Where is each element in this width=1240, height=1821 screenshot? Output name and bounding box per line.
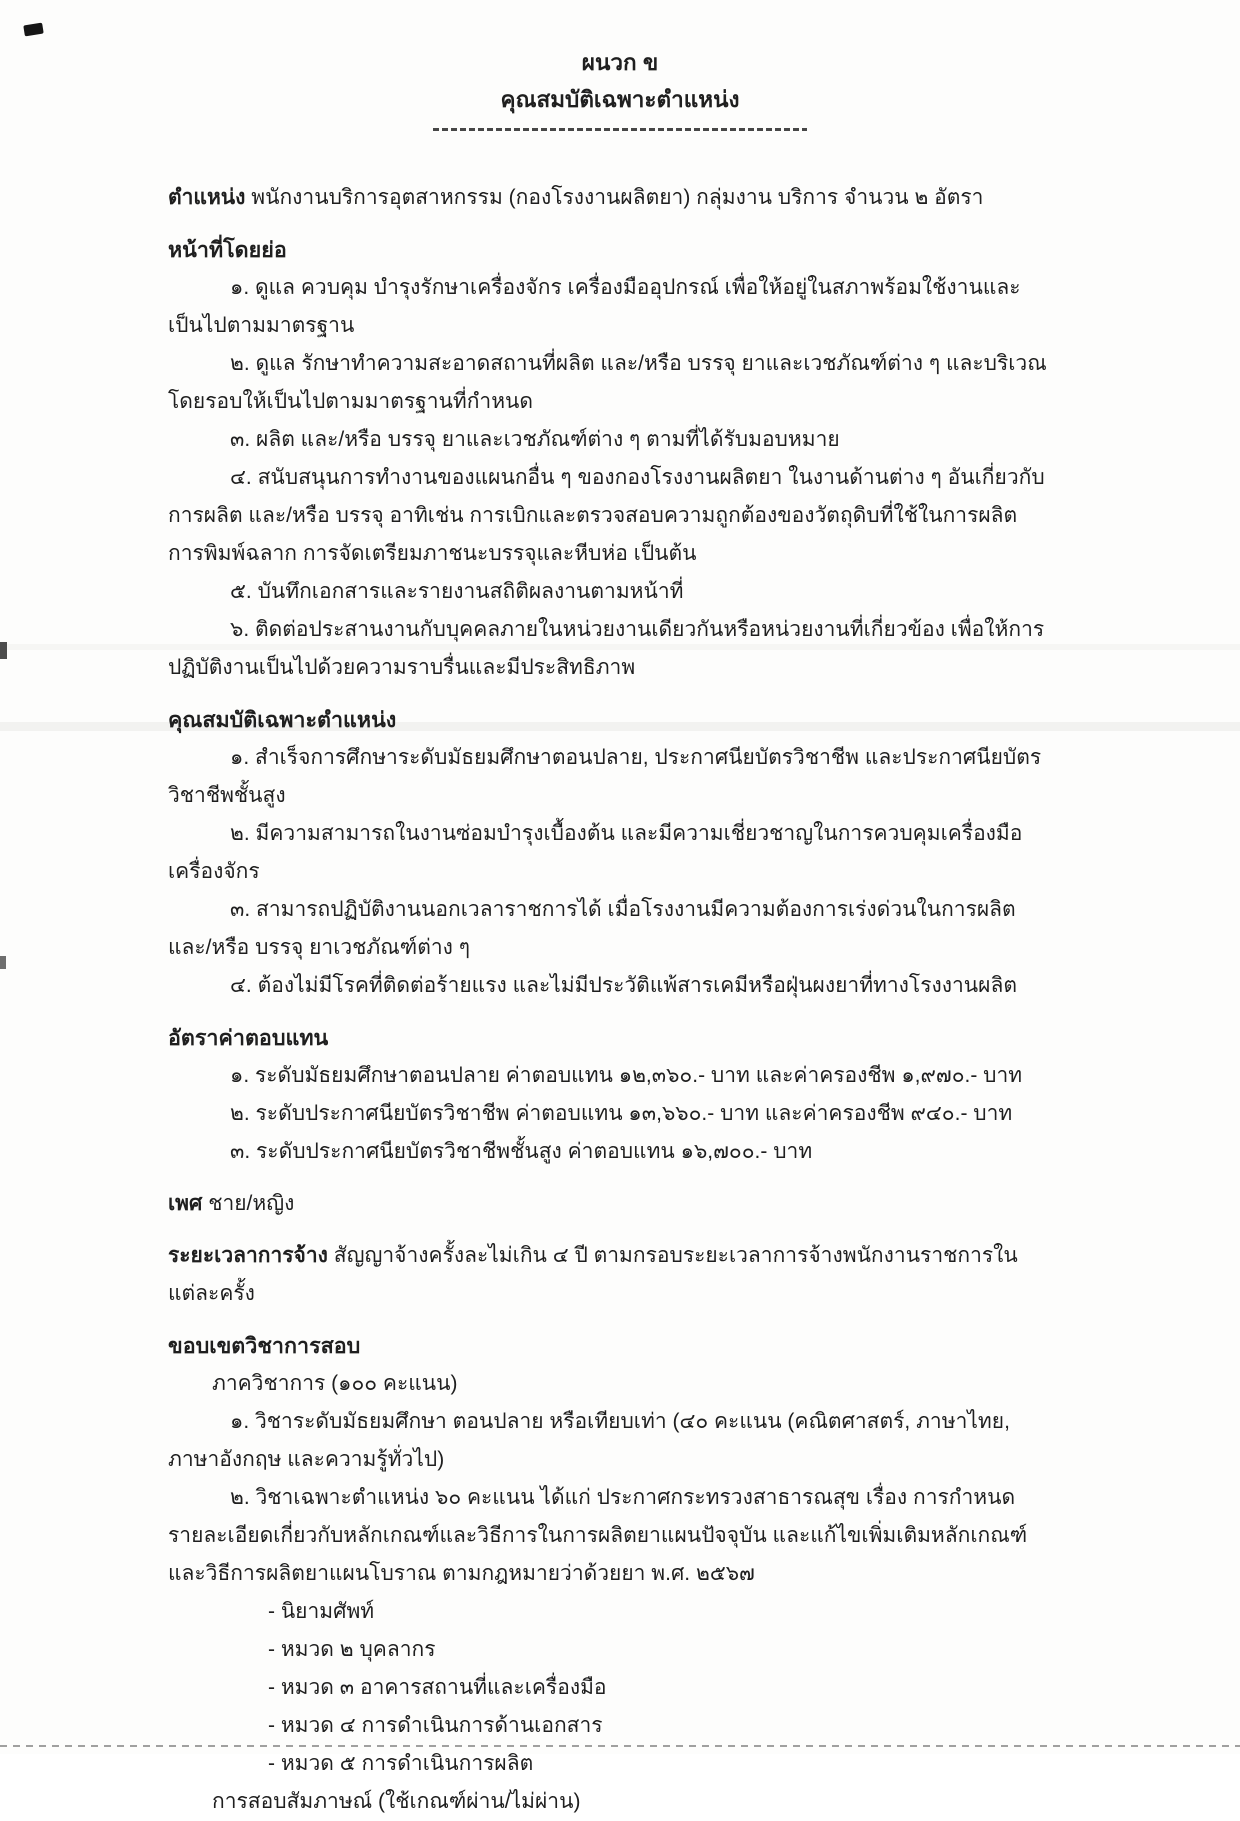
qualification-item: ๔. ต้องไม่มีโรคที่ติดต่อร้ายแรง และไม่มีประวัติแพ้สารเคมีหรือฝุ่นผงยาที่ทางโรงงานผลิต xyxy=(230,974,1017,997)
duty-item: ๔. สนับสนุนการทำงานของแผนกอื่น ๆ ของกองโรงงานผลิตยา ในงานด้านต่าง ๆ อันเกี่ยวกับการผลิต และ/หรือ บรรจุ อาทิเช่น การเบิกและตรวจสอบความถูกต้องของวัตถุดิบที่ใช้ในการผลิต การพิมพ์ฉลาก การจัดเตรียมภาชนะบรรจุและหีบห่อ เป็นต้น xyxy=(168,466,1045,565)
gender-label: เพศ xyxy=(168,1192,203,1215)
duty-item: ๒. ดูแล รักษาทำความสะอาดสถานที่ผลิต และ/หรือ บรรจุ ยาและเวชภัณฑ์ต่าง ๆ และบริเวณโดยรอบให้เป็นไปตามมาตรฐานที่กำหนด xyxy=(168,352,1047,413)
position-label: ตำแหน่ง xyxy=(168,186,246,209)
page-title: คุณสมบัติเฉพาะตำแหน่ง xyxy=(500,87,740,112)
compensation-item: ๒. ระดับประกาศนียบัตรวิชาชีพ ค่าตอบแทน ๑๓,๖๖๐.- บาท และค่าครองชีพ ๙๔๐.- บาท xyxy=(230,1102,1013,1125)
position-line xyxy=(168,179,1050,217)
qualification-item: ๓. สามารถปฏิบัติงานนอกเวลาราชการได้ เมื่อโรงงานมีความต้องการเร่งด่วนในการผลิต และ/หรือ บรรจุ ยาเวชภัณฑ์ต่าง ๆ xyxy=(168,898,1016,959)
qualification-item: ๒. มีความสามารถในงานซ่อมบำรุงเบื้องต้น และมีความเชี่ยวชาญในการควบคุมเครื่องมือ เครื่องจักร xyxy=(168,822,1023,883)
compensation-heading: อัตราค่าตอบแทน xyxy=(168,1026,329,1050)
exam-subitem: - หมวด ๓ อาคารสถานที่และเครื่องมือ xyxy=(268,1676,607,1699)
scan-artifact-mark xyxy=(0,642,7,659)
employment-label: ระยะเวลาการจ้าง xyxy=(168,1244,328,1267)
dashed-divider xyxy=(433,128,807,131)
exam-item: ๑. วิชาระดับมัธยมศึกษา ตอนปลาย หรือเทียบเท่า (๔๐ คะแนน (คณิตศาสตร์, ภาษาไทย, ภาษาอังกฤษ และความรู้ทั่วไป) xyxy=(168,1410,1010,1471)
exam-item: ๒. วิชาเฉพาะตำแหน่ง ๖๐ คะแนน ได้แก่ ประกาศกระทรวงสาธารณสุข เรื่อง การกำหนดรายละเอียดเกี่ยวกับหลักเกณฑ์และวิธีการในการผลิตยาแผนปัจจุบัน และแก้ไขเพิ่มเติมหลักเกณฑ์และวิธีการผลิตยาแผนโบราณ ตามกฎหมายว่าด้วยยา พ.ศ. ๒๕๖๗ xyxy=(168,1486,1028,1585)
duty-item: ๖. ติดต่อประสานงานกับบุคคลภายในหน่วยงานเดียวกันหรือหน่วยงานที่เกี่ยวข้อง เพื่อให้การปฏิบัติงานเป็นไปด้วยความราบรื่นและมีประสิทธิภาพ xyxy=(168,618,1045,679)
employment-line xyxy=(168,1237,1050,1313)
compensation-item: ๑. ระดับมัธยมศึกษาตอนปลาย ค่าตอบแทน ๑๒,๓๖๐.- บาท และค่าครองชีพ ๑,๙๗๐.- บาท xyxy=(230,1064,1023,1087)
position-text: พนักงานบริการอุตสาหกรรม (กองโรงงานผลิตยา) กลุ่มงาน บริการ จำนวน ๒ อัตรา xyxy=(245,186,984,209)
appendix-label: ผนวก ข xyxy=(581,50,659,75)
exam-scope-heading: ขอบเขตวิชาการสอบ xyxy=(168,1334,361,1358)
exam-subitem: - หมวด ๕ การดำเนินการผลิต xyxy=(268,1752,534,1775)
exam-subitem: - นิยามศัพท์ xyxy=(268,1600,375,1623)
duties-heading: หน้าที่โดยย่อ xyxy=(168,238,287,262)
scan-edge-line xyxy=(0,1745,1240,1747)
exam-interview-line: การสอบสัมภาษณ์ (ใช้เกณฑ์ผ่าน/ไม่ผ่าน) xyxy=(212,1790,581,1813)
exam-subitem: - หมวด ๒ บุคลากร xyxy=(268,1638,436,1661)
compensation-item: ๓. ระดับประกาศนียบัตรวิชาชีพชั้นสูง ค่าตอบแทน ๑๖,๗๐๐.- บาท xyxy=(230,1140,813,1163)
qualification-item: ๑. สำเร็จการศึกษาระดับมัธยมศึกษาตอนปลาย, ประกาศนียบัตรวิชาชีพ และประกาศนียบัตรวิชาชีพชั้นสูง xyxy=(168,746,1042,807)
document-body xyxy=(168,179,1050,1821)
exam-subitem: - หมวด ๔ การดำเนินการด้านเอกสาร xyxy=(268,1714,603,1737)
duty-item: ๕. บันทึกเอกสารและรายงานสถิติผลงานตามหน้าที่ xyxy=(230,580,684,603)
gender-text: ชาย/หญิง xyxy=(202,1192,295,1215)
gender-line xyxy=(168,1185,1050,1223)
employment-text: สัญญาจ้างครั้งละไม่เกิน ๔ ปี ตามกรอบระยะเวลาการจ้างพนักงานราชการในแต่ละครั้ง xyxy=(168,1244,1018,1305)
document-header xyxy=(0,0,1240,131)
duty-item: ๑. ดูแล ควบคุม บำรุงรักษาเครื่องจักร เครื่องมืออุปกรณ์ เพื่อให้อยู่ในสภาพร้อมใช้งานและเป็นไปตามมาตรฐาน xyxy=(168,276,1021,337)
exam-academic-line: ภาควิชาการ (๑๐๐ คะแนน) xyxy=(212,1372,458,1395)
duty-item: ๓. ผลิต และ/หรือ บรรจุ ยาและเวชภัณฑ์ต่าง ๆ ตามที่ได้รับมอบหมาย xyxy=(230,428,840,451)
qualifications-heading: คุณสมบัติเฉพาะตำแหน่ง xyxy=(168,708,397,732)
scan-artifact-mark xyxy=(0,956,6,969)
